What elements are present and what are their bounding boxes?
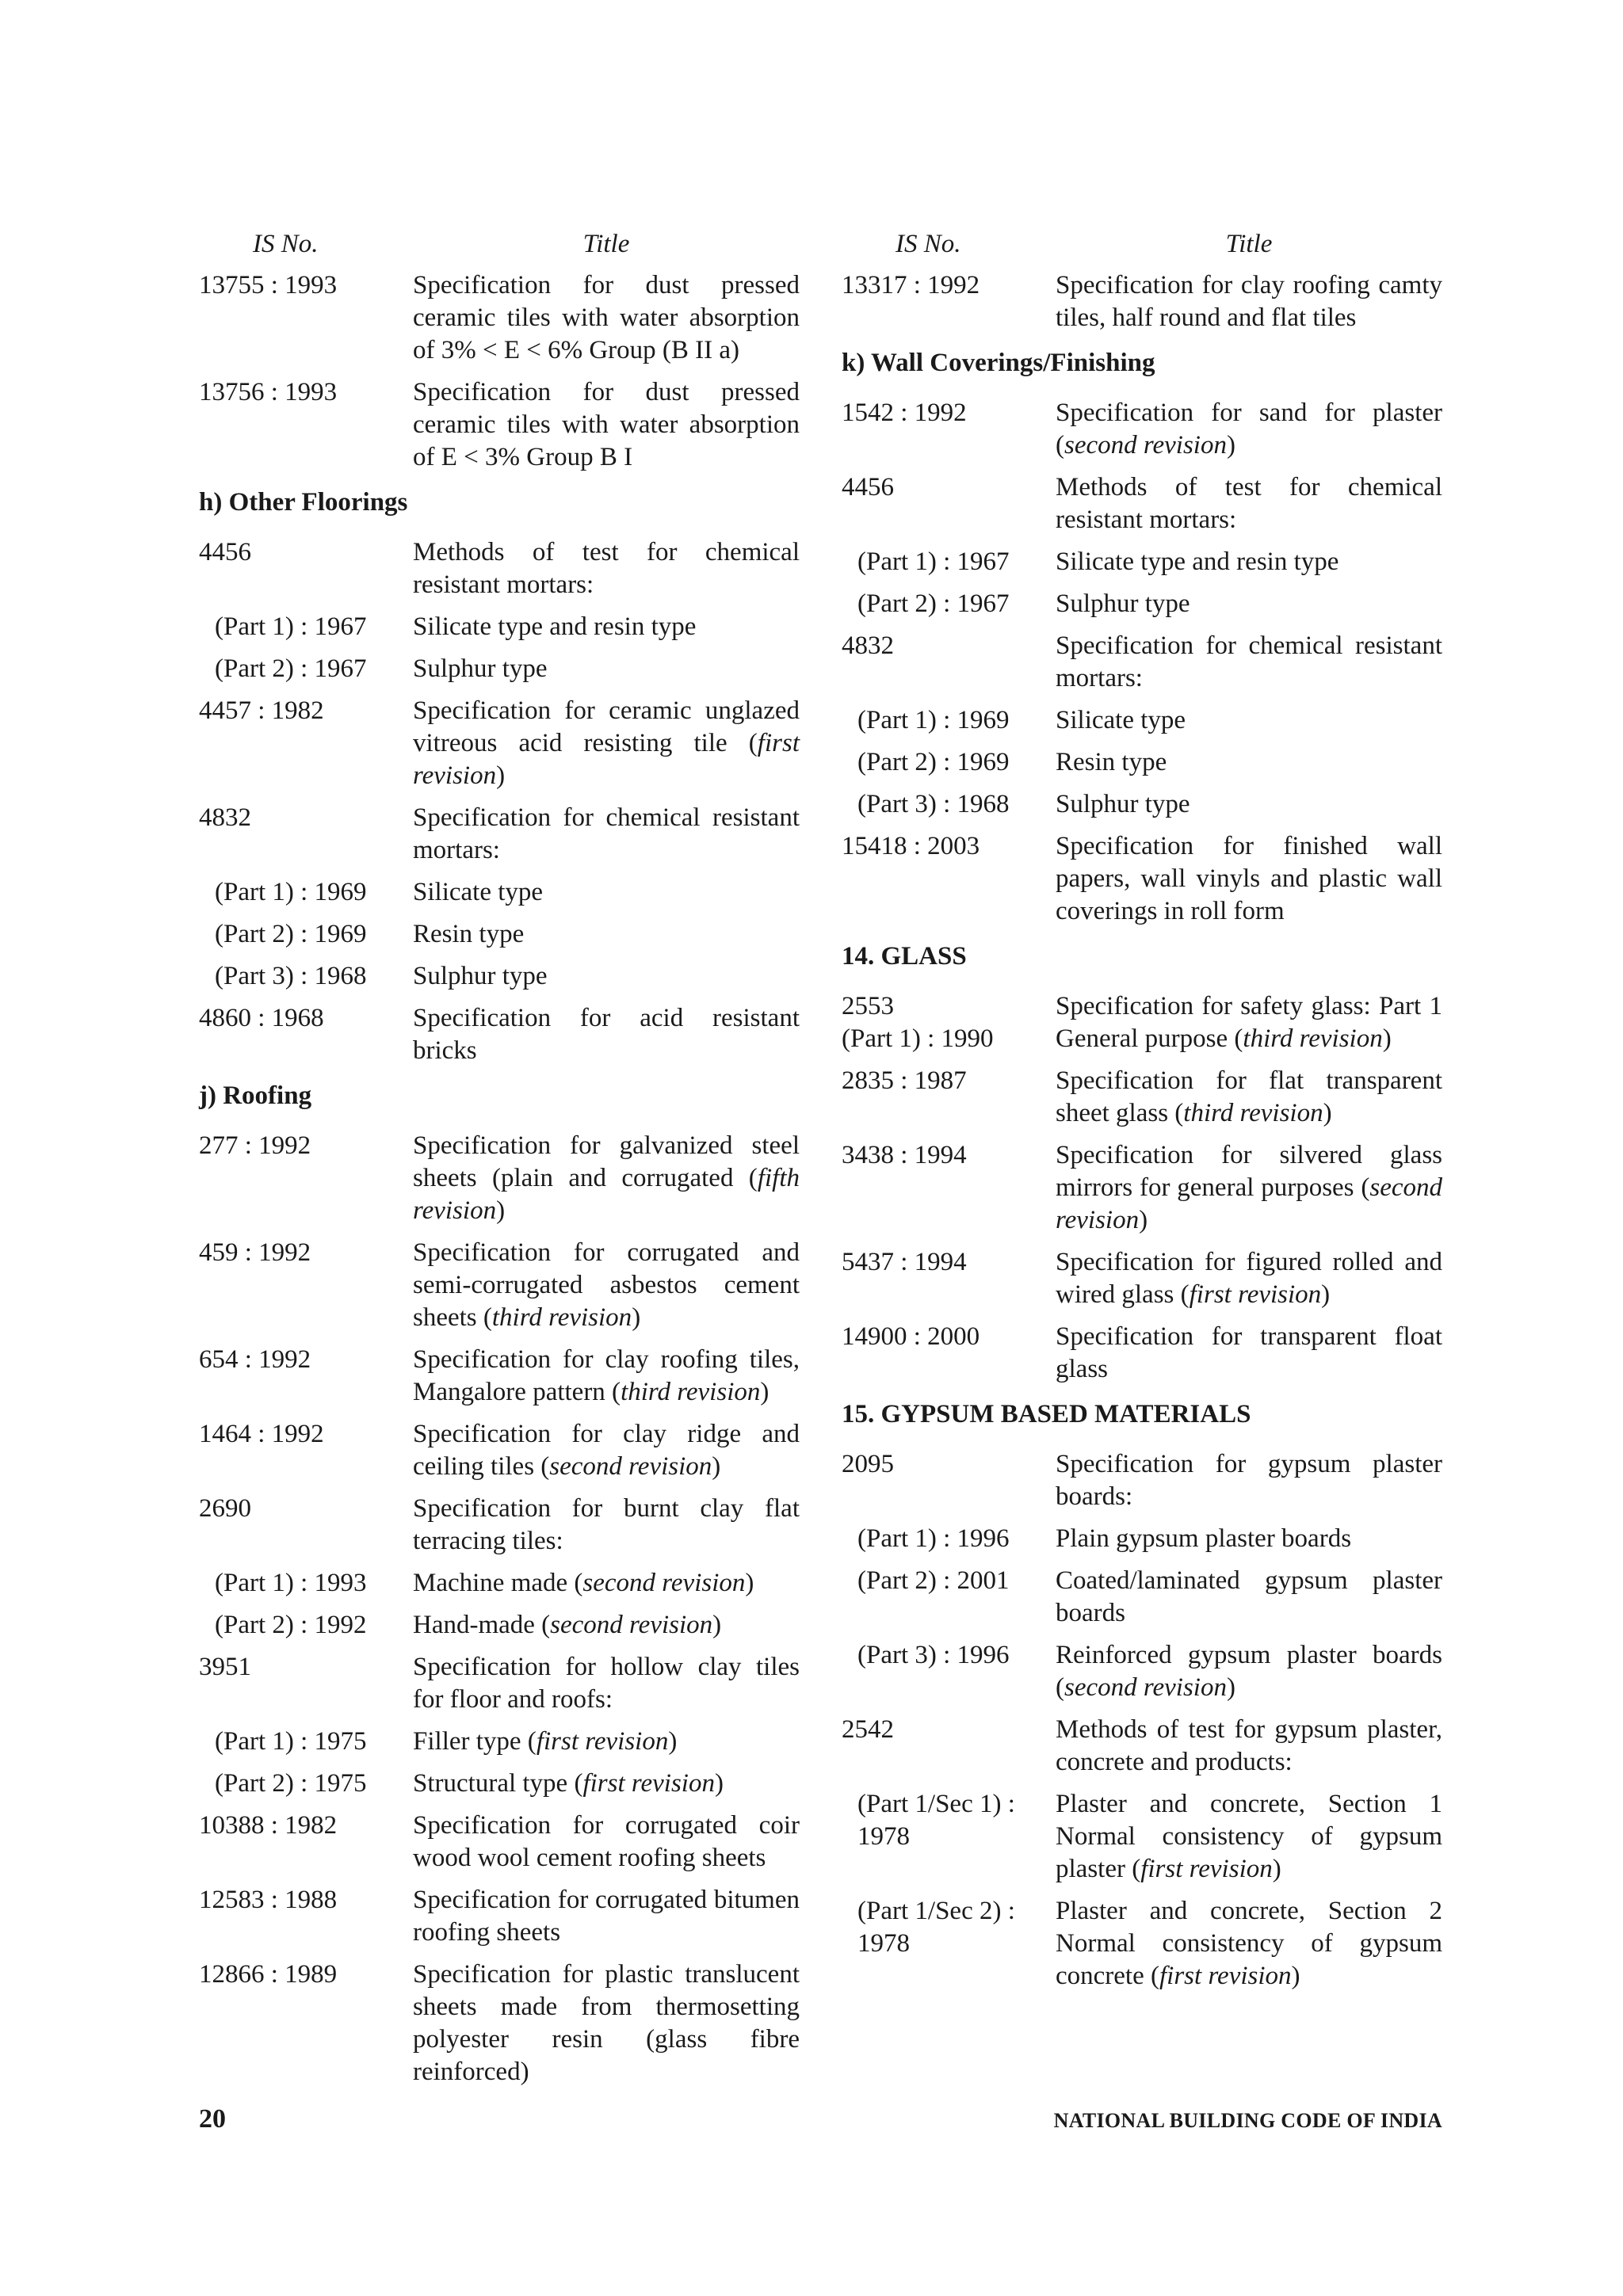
standard-part-entry [842,1788,1442,1886]
standard-part-entry [199,611,800,643]
column-header [199,228,800,260]
standard-title: Specification for corrugated and semi-corrugated asbestos cement sheets (third revision) [413,1238,800,1332]
is-number: 13317 : 1992 [842,271,980,299]
standard-title: Specification for gypsum plaster boards: [1056,1450,1442,1511]
column-header [842,228,1442,260]
standard-title: Plaster and concrete, Section 1 Normal consistency of gypsum plaster (first revision) [1056,1790,1442,1883]
standard-part-entry [199,960,800,993]
is-number: (Part 3) : 1968 [857,790,1010,818]
standard-title: Methods of test for chemical resistant mortars: [413,538,800,599]
title-header: Title [582,230,630,258]
is-number: 4456 [199,538,251,566]
is-number: 1542 : 1992 [842,399,967,427]
title-header: Title [1225,230,1273,258]
standard-entry [199,1130,800,1227]
standard-title: Silicate type and resin type [413,612,697,641]
is-number: (Part 1) : 1975 [215,1727,367,1756]
standard-title: Hand-made (second revision) [413,1611,722,1639]
standard-entry [842,830,1442,928]
standard-entry [199,1002,800,1067]
standard-entry [842,1065,1442,1130]
section-heading-gypsum: 15. GYPSUM BASED MATERIALS [842,1400,1251,1428]
is-number: (Part 3) : 1968 [215,962,367,990]
standard-title: Resin type [413,920,525,948]
standard-title: Silicate type [1056,706,1186,734]
standard-entry [842,1448,1442,1513]
standard-entry [199,1237,800,1334]
is-number: 2553 (Part 1) : 1990 [842,992,994,1053]
standard-entry [199,695,800,792]
standard-title: Specification for safety glass: Part 1 General purpose (third revision) [1056,992,1442,1053]
standard-title: Specification for ceramic unglazed vitreous acid resisting tile (first revision) [413,696,800,790]
is-number: (Part 2) : 1967 [857,589,1010,618]
standard-entry [199,1958,800,2088]
standard-title: Specification for clay roofing camty tiles, half round and flat tiles [1056,271,1442,332]
is-number: (Part 2) : 1992 [215,1611,367,1639]
standard-part-entry [842,1639,1442,1704]
standard-title: Methods of test for gypsum plaster, concrete and products: [1056,1715,1442,1776]
is-number: 4860 : 1968 [199,1004,324,1032]
standard-entry [842,1714,1442,1779]
standard-title: Specification for hollow clay tiles for floor and roofs: [413,1653,800,1714]
standard-entry [199,376,800,474]
standard-entry [199,269,800,367]
standard-title: Coated/laminated gypsum plaster boards [1056,1566,1442,1627]
standard-entry [842,1139,1442,1237]
publication-title: NATIONAL BUILDING CODE OF INDIA [1053,2109,1442,2132]
is-number: (Part 2) : 2001 [857,1566,1010,1595]
standard-part-entry [199,1726,800,1758]
is-number: 12866 : 1989 [199,1960,338,1989]
standard-title: Specification for silvered glass mirrors for general purposes (second revision) [1056,1141,1442,1234]
standard-title: Methods of test for chemical resistant mortars: [1056,473,1442,534]
standard-entry [842,990,1442,1055]
standard-title: Silicate type and resin type [1056,547,1339,576]
standard-part-entry [842,1523,1442,1555]
section-heading-roofing: j) Roofing [199,1081,312,1110]
is-number: 2542 [842,1715,894,1744]
standard-part-entry [199,1768,800,1800]
standard-part-entry [842,1895,1442,1993]
isno-header: IS No. [896,230,961,258]
standard-title: Specification for chemical resistant mortars: [413,803,800,864]
standard-title: Specification for flat transparent sheet glass (third revision) [1056,1066,1442,1127]
standard-title: Specification for figured rolled and wired glass (first revision) [1056,1248,1442,1309]
is-number: (Part 3) : 1996 [857,1641,1010,1669]
is-number: (Part 2) : 1967 [215,654,367,683]
standard-part-entry [842,788,1442,821]
standard-part-entry [842,588,1442,620]
isno-header: IS No. [253,230,319,258]
standard-title: Sulphur type [413,962,548,990]
standard-entry [842,1246,1442,1311]
standard-title: Specification for clay roofing tiles, Mangalore pattern (third revision) [413,1345,800,1406]
is-number: (Part 1) : 1996 [857,1524,1010,1553]
is-number: (Part 1) : 1969 [857,706,1010,734]
standard-title: Specification for acid resistant bricks [413,1004,800,1065]
standard-entry [199,1418,800,1483]
is-number: 13755 : 1993 [199,271,338,299]
standard-part-entry [842,546,1442,578]
standard-title: Plain gypsum plaster boards [1056,1524,1352,1553]
is-number: 14900 : 2000 [842,1322,980,1351]
standard-title: Sulphur type [1056,589,1190,618]
standard-title: Specification for burnt clay flat terracing tiles: [413,1494,800,1555]
is-number: 2690 [199,1494,251,1523]
standard-entry [199,1344,800,1409]
standard-entry [199,802,800,867]
is-number: 1464 : 1992 [199,1420,324,1448]
standard-entry [842,397,1442,462]
standard-title: Specification for dust pressed ceramic tiles with water absorption of 3% < E < 6% Group (B II a) [413,271,800,364]
is-number: 4832 [842,631,894,660]
standard-title: Sulphur type [1056,790,1190,818]
standard-entry [199,536,800,601]
left-column [199,228,800,2098]
standard-title: Plaster and concrete, Section 2 Normal consistency of gypsum concrete (first revision) [1056,1897,1442,1990]
is-number: (Part 1) : 1967 [857,547,1010,576]
standard-part-entry [199,1609,800,1642]
is-number: (Part 1) : 1969 [215,878,367,906]
is-number: 277 : 1992 [199,1131,311,1160]
standard-title: Filler type (first revision) [413,1727,678,1756]
is-number: (Part 1/Sec 2) : 1978 [857,1897,1015,1958]
is-number: 10388 : 1982 [199,1811,338,1840]
is-number: (Part 2) : 1975 [215,1769,367,1798]
section-heading-wall-coverings: k) Wall Coverings/Finishing [842,349,1155,377]
is-number: (Part 1) : 1967 [215,612,367,641]
section-heading-glass: 14. GLASS [842,942,967,971]
section-heading-other-floorings: h) Other Floorings [199,488,408,517]
standard-part-entry [842,1565,1442,1630]
is-number: 4457 : 1982 [199,696,324,725]
standard-title: Specification for corrugated coir wood wool cement roofing sheets [413,1811,800,1872]
standard-title: Structural type (first revision) [413,1769,724,1798]
standard-title: Machine made (second revision) [413,1569,754,1597]
is-number: 4832 [199,803,251,832]
standard-title: Specification for galvanized steel sheets (plain and corrugated (fifth revision) [413,1131,800,1225]
is-number: (Part 2) : 1969 [857,748,1010,776]
standard-entry [199,1884,800,1949]
standard-title: Specification for clay ridge and ceiling tiles (second revision) [413,1420,800,1481]
standard-title: Specification for finished wall papers, wall vinyls and plastic wall coverings in roll form [1056,832,1442,925]
is-number: 12583 : 1988 [199,1886,338,1914]
standard-entry [199,1810,800,1875]
standard-title: Sulphur type [413,654,548,683]
is-number: 3951 [199,1653,251,1681]
standard-title: Resin type [1056,748,1167,776]
is-number: 15418 : 2003 [842,832,980,860]
is-number: (Part 2) : 1969 [215,920,367,948]
is-number: 654 : 1992 [199,1345,311,1374]
is-number: 2095 [842,1450,894,1478]
is-number: (Part 1) : 1993 [215,1569,367,1597]
standard-title: Silicate type [413,878,544,906]
is-number: 2835 : 1987 [842,1066,967,1095]
is-number: 4456 [842,473,894,502]
is-number: (Part 1/Sec 1) : 1978 [857,1790,1015,1851]
standard-title: Specification for chemical resistant mortars: [1056,631,1442,692]
standard-entry [199,1651,800,1716]
standard-title: Specification for sand for plaster (second revision) [1056,399,1442,460]
standard-entry [842,269,1442,334]
standard-title: Specification for transparent float glass [1056,1322,1442,1383]
standard-entry [842,1321,1442,1386]
standard-part-entry [199,918,800,951]
standard-entry [842,630,1442,695]
is-number: 459 : 1992 [199,1238,311,1267]
is-number: 3438 : 1994 [842,1141,967,1169]
standard-entry [842,471,1442,536]
standard-title: Reinforced gypsum plaster boards (second revision) [1056,1641,1442,1702]
is-number: 5437 : 1994 [842,1248,967,1276]
standard-entry [199,1493,800,1558]
standard-part-entry [199,876,800,909]
standard-part-entry [842,746,1442,779]
standard-part-entry [199,653,800,685]
right-column [842,228,1442,2002]
standard-title: Specification for plastic translucent sheets made from thermosetting polyester resin (glass fibre reinforced) [413,1960,800,2086]
page-number: 20 [199,2104,226,2134]
standard-title: Specification for dust pressed ceramic tiles with water absorption of E < 3% Group B I [413,378,800,471]
is-number: 13756 : 1993 [199,378,338,406]
standard-part-entry [842,704,1442,737]
standard-part-entry [199,1567,800,1600]
standard-title: Specification for corrugated bitumen roofing sheets [413,1886,800,1947]
